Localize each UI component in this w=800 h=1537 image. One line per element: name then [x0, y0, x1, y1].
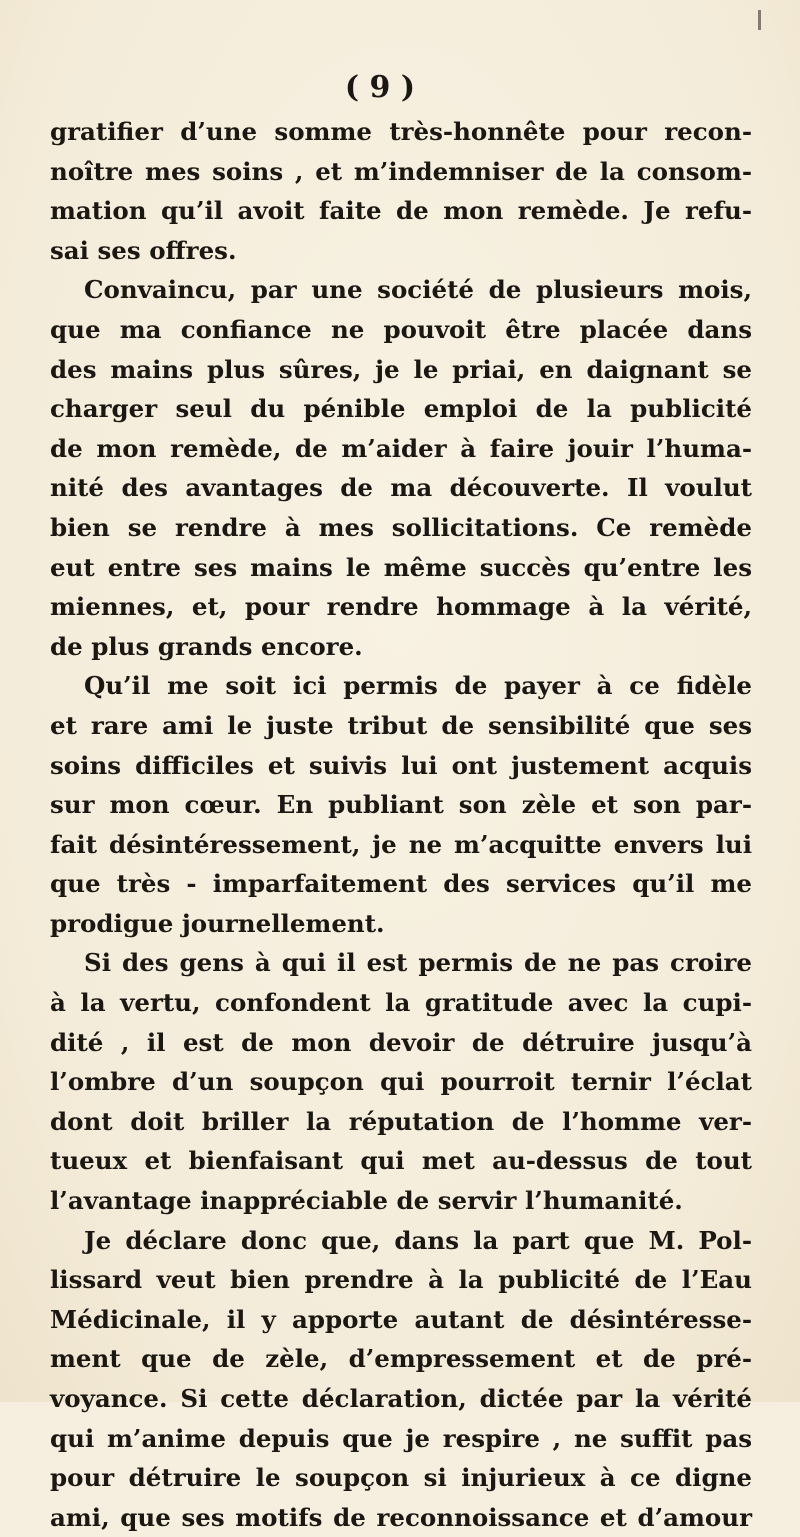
text-line: pour détruire le soupçon si injurieux à ce digne: [50, 1463, 752, 1493]
body-text: [50, 112, 752, 1537]
text-line: Je déclare donc que, dans la part que M. Pol-: [84, 1225, 752, 1255]
text-line: Si des gens à qui il est permis de ne pas croire: [84, 948, 752, 978]
page-number: ( 9 ): [344, 70, 416, 105]
text-line: bien se rendre à mes sollicitations. Ce remède: [50, 512, 752, 542]
text-line: dont doit briller la réputation de l’homme ver-: [50, 1106, 752, 1136]
text-line: sai ses offres.: [50, 235, 237, 265]
text-line: sur mon cœur. En publiant son zèle et son par-: [50, 790, 752, 820]
text-line: et rare ami le juste tribut de sensibilité que ses: [50, 710, 752, 740]
text-line: soins difficiles et suivis lui ont justement acquis: [50, 750, 752, 780]
text-line: noître mes soins , et m’indemniser de la consom-: [50, 156, 752, 186]
text-line: que très - imparfaitement des services qu’il me: [50, 869, 752, 899]
text-line: l’avantage inappréciable de servir l’humanité.: [50, 1186, 683, 1216]
paper-speck: [758, 10, 761, 30]
text-line: Convaincu, par une société de plusieurs mois,: [84, 275, 752, 305]
text-line: l’ombre d’un soupçon qui pourroit ternir l’éclat: [50, 1067, 752, 1097]
text-line: Qu’il me soit ici permis de payer à ce fidèle: [84, 671, 752, 701]
text-line: voyance. Si cette déclaration, dictée par la vérité: [50, 1384, 752, 1413]
text-line: de plus grands encore.: [50, 631, 363, 661]
text-line: nité des avantages de ma découverte. Il voulut: [50, 473, 752, 503]
text-line: mation qu’il avoit faite de mon remède. Je refu-: [50, 196, 752, 226]
text-line: dité , il est de mon devoir de détruire jusqu’à: [50, 1027, 752, 1057]
text-line: à la vertu, confondent la gratitude avec la cupi-: [50, 988, 752, 1018]
text-line: miennes, et, pour rendre hommage à la vérité,: [50, 592, 752, 622]
text-line: tueux et bienfaisant qui met au-dessus de tout: [50, 1146, 752, 1176]
text-line: que ma confiance ne pouvoit être placée dans: [50, 314, 752, 344]
text-line: Médicinale, il y apporte autant de désintéresse-: [50, 1304, 752, 1334]
text-line: prodigue journellement.: [50, 908, 385, 938]
text-line: gratifier d’une somme très-honnête pour recon-: [50, 117, 752, 146]
text-line: ment que de zèle, d’empressement et de pré-: [50, 1344, 752, 1374]
text-line: ami, que ses motifs de reconnoissance et d’amour: [50, 1502, 752, 1532]
text-line: fait désintéressement, je ne m’acquitte envers lui: [50, 829, 752, 859]
text-line: qui m’anime depuis que je respire , ne suffit pas: [50, 1423, 752, 1453]
text-line: des mains plus sûres, je le priai, en daignant se: [50, 354, 752, 384]
text-line: de mon remède, de m’aider à faire jouir l’huma-: [50, 433, 752, 463]
text-line: lissard veut bien prendre à la publicité de l’Eau: [50, 1265, 752, 1295]
text-line: eut entre ses mains le même succès qu’entre les: [50, 552, 752, 582]
text-line: charger seul du pénible emploi de la publicité: [50, 394, 752, 424]
